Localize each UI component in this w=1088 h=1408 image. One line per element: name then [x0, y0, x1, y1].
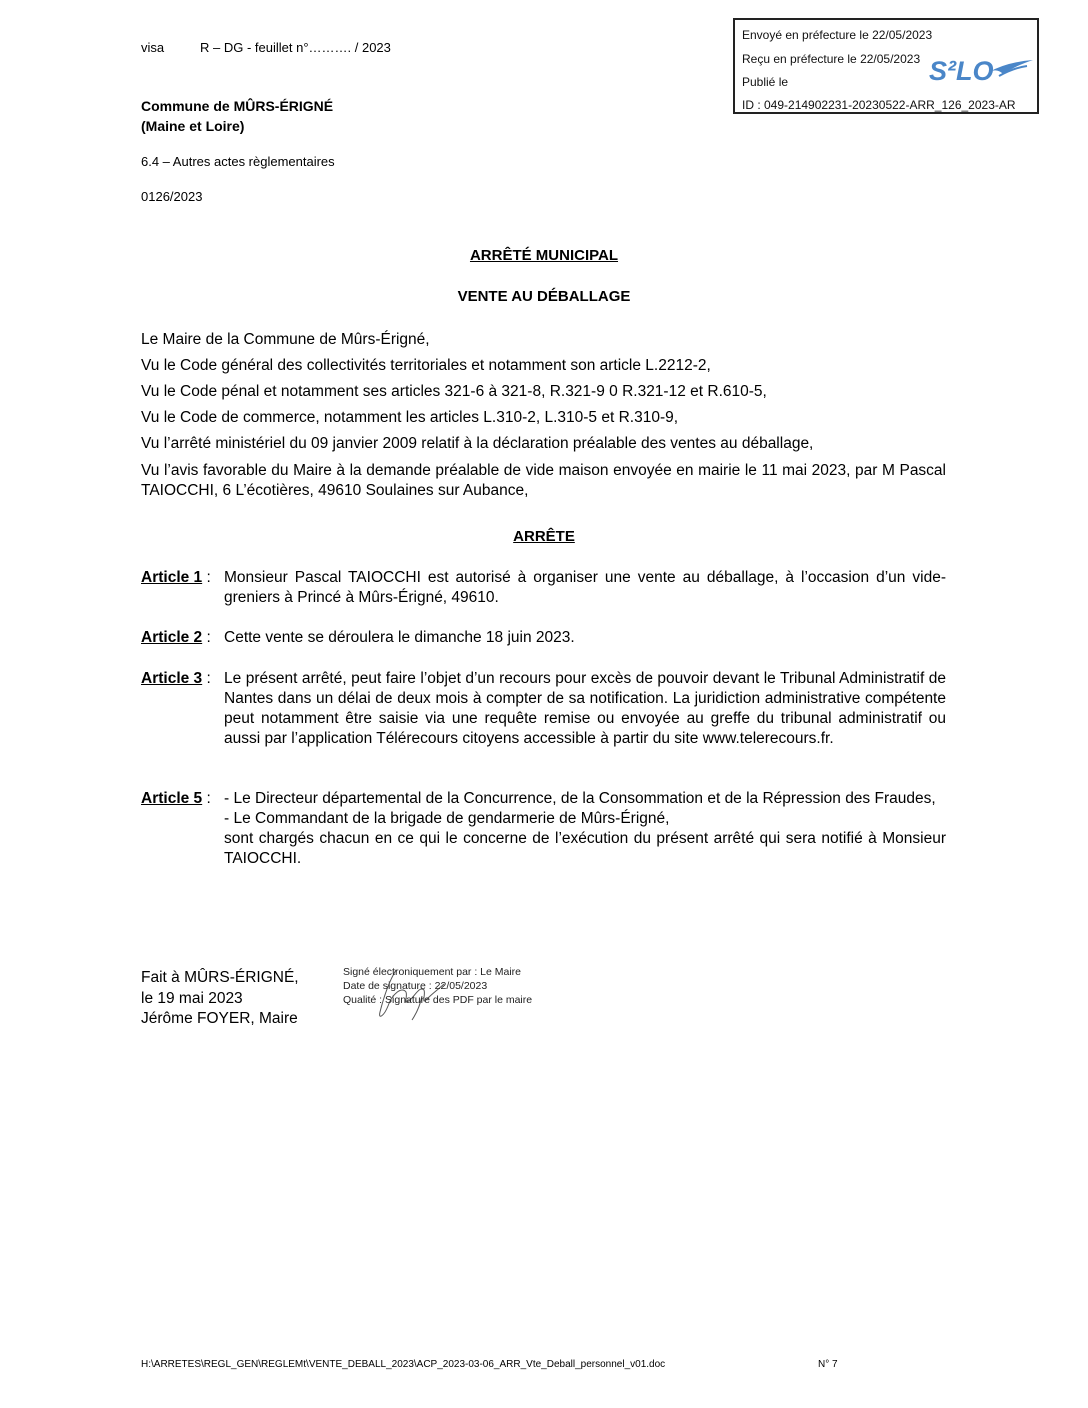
article-paragraph: Le présent arrêté, peut faire l’objet d’un recours pour excès de pouvoir devant le Tribunal Administratif de Nantes dans un délai de deux mois à compter de sa notification. La juridiction administrative compétente peut notamment être saisie via une requête remise ou envoyée au greffe du tribunal administratif ou aussi par l’application Télérecours citoyens accessible à partir du site www.telerecours.fr.	[224, 670, 946, 747]
stamp-id: ID : 049-214902231-20230522-ARR_126_2023-AR	[742, 98, 1016, 112]
footer-page-number: N° 7	[818, 1359, 838, 1370]
signature-place: Fait à MÛRS-ÉRIGNÉ,	[141, 969, 299, 986]
preamble-line: Vu le Code général des collectivités territoriales et notamment son article L.2212-2,	[141, 357, 711, 374]
article-body	[224, 669, 946, 749]
article-body	[224, 568, 946, 608]
commune-block	[141, 96, 333, 136]
act-number: 0126/2023	[141, 189, 203, 204]
article-separator: :	[202, 790, 211, 807]
article-number: Article 5	[141, 790, 203, 807]
article-paragraph: Monsieur Pascal TAIOCCHI est autorisé à organiser une vente au déballage, à l’occasion d’un vide-greniers à Princé à Mûrs-Érigné, 49610.	[224, 569, 946, 606]
stamp-received: Reçu en préfecture le 22/05/2023	[742, 52, 921, 66]
document-title	[0, 247, 1088, 264]
preamble-line: Vu l’arrêté ministériel du 09 janvier 2009 relatif à la déclaration préalable des ventes au déballage,	[141, 435, 814, 452]
article-number: Article 2	[141, 629, 203, 646]
visa-label: visa	[141, 40, 165, 55]
article-number: Article 1	[141, 569, 203, 586]
signature-block	[141, 968, 299, 1030]
preamble-line: Vu le Code pénal et notamment ses articles 321-6 à 321-8, R.321-9 0 R.321-12 et R.610-5,	[141, 383, 767, 400]
article-label	[141, 568, 211, 588]
document-subtitle: VENTE AU DÉBALLAGE	[457, 288, 631, 305]
article-label	[141, 789, 211, 809]
article-body	[224, 628, 946, 648]
sheet-reference: R – DG - feuillet n°………. / 2023	[200, 40, 391, 55]
esign-quality: Qualité : Signature des PDF par le maire	[343, 994, 533, 1006]
article-separator: :	[202, 670, 211, 687]
commune-name: Commune de MÛRS-ÉRIGNÉ	[141, 98, 334, 114]
preamble-line: Vu le Code de commerce, notamment les articles L.310-2, L.310-5 et R.310-9,	[141, 409, 679, 426]
article-paragraph: sont chargés chacun en ce qui le concerne de l’exécution du présent arrêté qui sera notifié à Monsieur TAIOCCHI.	[224, 830, 946, 867]
arrete-heading-text: ARRÊTE	[513, 528, 575, 545]
esign-date: Date de signature : 22/05/2023	[343, 980, 488, 992]
article-separator: :	[202, 569, 211, 586]
title-main-text: ARRÊTÉ MUNICIPAL	[469, 247, 619, 264]
signatory-name: Jérôme FOYER, Maire	[141, 1010, 298, 1027]
article-separator: :	[202, 629, 211, 646]
article-number: Article 3	[141, 670, 203, 687]
article-paragraph: - Le Commandant de la brigade de gendarmerie de Mûrs-Érigné,	[224, 810, 670, 827]
preamble-line: Le Maire de la Commune de Mûrs-Érigné,	[141, 331, 430, 348]
esign-signed-by: Signé électroniquement par : Le Maire	[343, 966, 522, 978]
preamble-line: Vu l’avis favorable du Maire à la demande préalable de vide maison envoyée en mairie le 11 mai 2023, par M Pascal TAIOCCHI, 6 L’écotières, 49610 Soulaines sur Aubance,	[141, 462, 946, 499]
article-label	[141, 669, 211, 689]
article-body	[224, 789, 946, 869]
arrete-heading	[0, 528, 1088, 545]
article-paragraph: - Le Directeur départemental de la Concurrence, de la Consommation et de la Répression des Fraudes,	[224, 790, 936, 807]
signature-date: le 19 mai 2023	[141, 989, 243, 1007]
commune-department: (Maine et Loire)	[141, 118, 245, 134]
footer-file-path: H:\ARRETES\REGL_GEN\REGLEMt\VENTE_DEBALL_2023\ACP_2023-03-06_ARR_Vte_Deball_personnel_v01.doc	[141, 1359, 666, 1370]
s2lo-logo-icon	[927, 52, 1037, 86]
stamp-published: Publié le	[742, 75, 789, 89]
stamp-sent: Envoyé en préfecture le 22/05/2023	[742, 28, 933, 42]
article-label	[141, 628, 211, 648]
logo-text: S²LO	[929, 56, 994, 86]
prefecture-stamp	[733, 18, 1039, 114]
electronic-signature-info	[343, 965, 532, 1007]
act-category: 6.4 – Autres actes règlementaires	[141, 154, 335, 169]
article-paragraph: Cette vente se déroulera le dimanche 18 juin 2023.	[224, 629, 575, 646]
